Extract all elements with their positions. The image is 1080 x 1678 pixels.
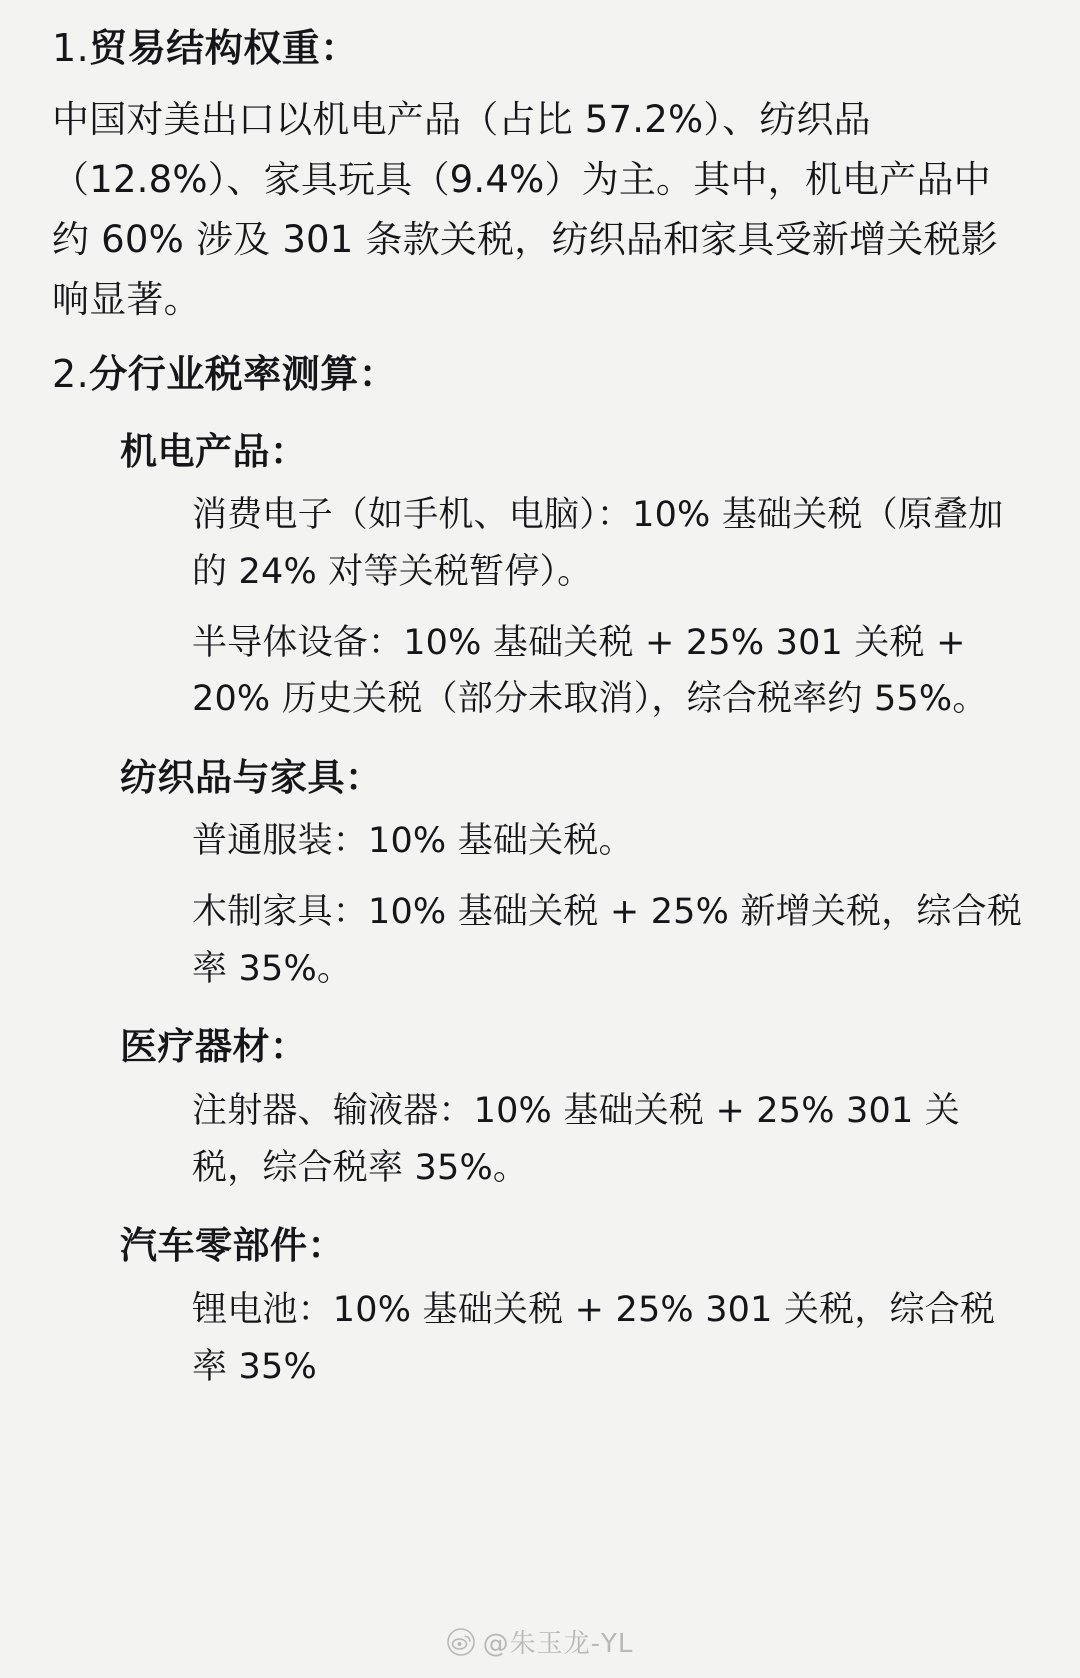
group-title-textile-furniture: 纺织品与家具： bbox=[120, 755, 383, 799]
section-1-title: 贸易结构权重： bbox=[89, 26, 359, 70]
section-1-number: 1. bbox=[52, 26, 90, 70]
watermark-text: @朱玉龙-YL bbox=[482, 1629, 634, 1659]
group-title-auto-parts: 汽车零部件： bbox=[120, 1224, 345, 1268]
section-2-title: 分行业税率测算： bbox=[89, 351, 398, 396]
group-title-medical-equipment: 医疗器材： bbox=[120, 1025, 308, 1069]
list-item: 注射器、输液器：10% 基础关税 + 25% 301 关税，综合税率 35%。 bbox=[192, 1090, 960, 1188]
group-title-electromechanical: 机电产品： bbox=[120, 429, 308, 473]
watermark bbox=[0, 1623, 1080, 1660]
section-2-heading bbox=[52, 348, 1028, 402]
list-item: 普通服装：10% 基础关税。 bbox=[192, 821, 634, 862]
section-1-body bbox=[52, 90, 1028, 330]
list-item: 木制家具：10% 基础关税 + 25% 新增关税，综合税率 35%。 bbox=[192, 892, 1023, 989]
section-1-heading bbox=[52, 22, 1028, 76]
list-item: 消费电子（如手机、电脑）：10% 基础关税（原叠加的 24% 对等关税暂停）。 bbox=[192, 495, 1004, 592]
weibo-icon bbox=[447, 1628, 475, 1656]
list-item: 半导体设备：10% 基础关税 + 25% 301 关税 + 20% 历史关税（部分未取消），综合税率约 55%。 bbox=[192, 622, 988, 720]
section-1-paragraph: 中国对美出口以机电产品（占比 57.2%）、纺织品（12.8%）、家具玩具（9.4%）为主。其中，机电产品中约 60% 涉及 301 条款关税，纺织品和家具受新增关税影响显著。 bbox=[52, 97, 998, 321]
list-item: 锂电池：10% 基础关税 + 25% 301 关税，综合税率 35% bbox=[192, 1289, 996, 1387]
section-2-number: 2. bbox=[52, 351, 90, 396]
